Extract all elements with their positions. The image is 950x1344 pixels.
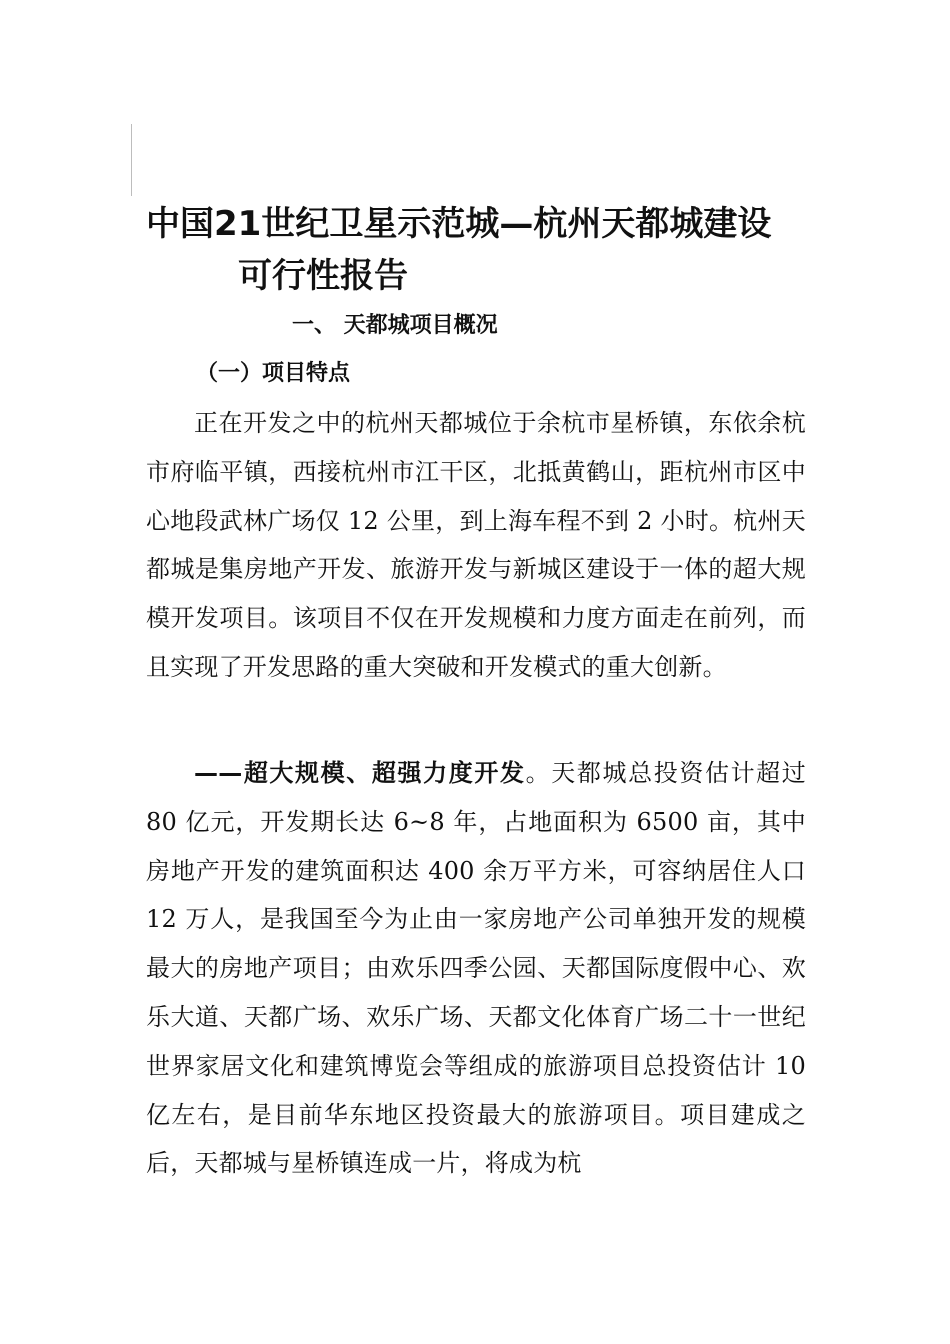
document-title [146,198,826,302]
title-line-2: 可行性报告 [238,256,408,296]
section-heading: 一、 天都城项目概况 [292,313,498,338]
paragraph-project-location: 正在开发之中的杭州天都城位于余杭市星桥镇，东依余杭市府临平镇，西接杭州市江干区，北抵黄鹤山，距杭州市区中心地段武林广场仅 12 公里，到上海车程不到 2 小时。杭州天都城是集房地产开发、旅游开发与新城区建设于一体的超大规模开发项目。该项目不仅在开发规模和力度方面走在前列，而且实现了开发思路的重大突破和开发模式的重大创新。 [146,409,806,681]
page-margin-mark [131,124,132,196]
paragraph-lead-text: ——超大规模、超强力度开发 [194,759,526,787]
title-line-1: 中国21世纪卫星示范城—杭州天都城建设 [146,204,772,244]
paragraph-body-text: 。天都城总投资估计超过 80 亿元，开发期长达 6~8 年，占地面积为 6500 亩，其中房地产开发的建筑面积达 400 余万平方米，可容纳居住人口 12 万人，是我国至今为止由一家房地产公司单独开发的规模最大的房地产项目；由欢乐四季公园、天都国际度假中心、欢乐大道、天都广场、欢乐广场、天都文化体育广场二十一世纪世界家居文化和建筑博览会等组成的旅游项目总投资估计 10 亿左右，是目前华东地区投资最大的旅游项目。项目建成之后，天都城与星桥镇连成一片，将成为杭 [146,759,807,1178]
sub-heading: （一）项目特点 [196,361,351,386]
paragraph-project-scale [146,749,806,1188]
